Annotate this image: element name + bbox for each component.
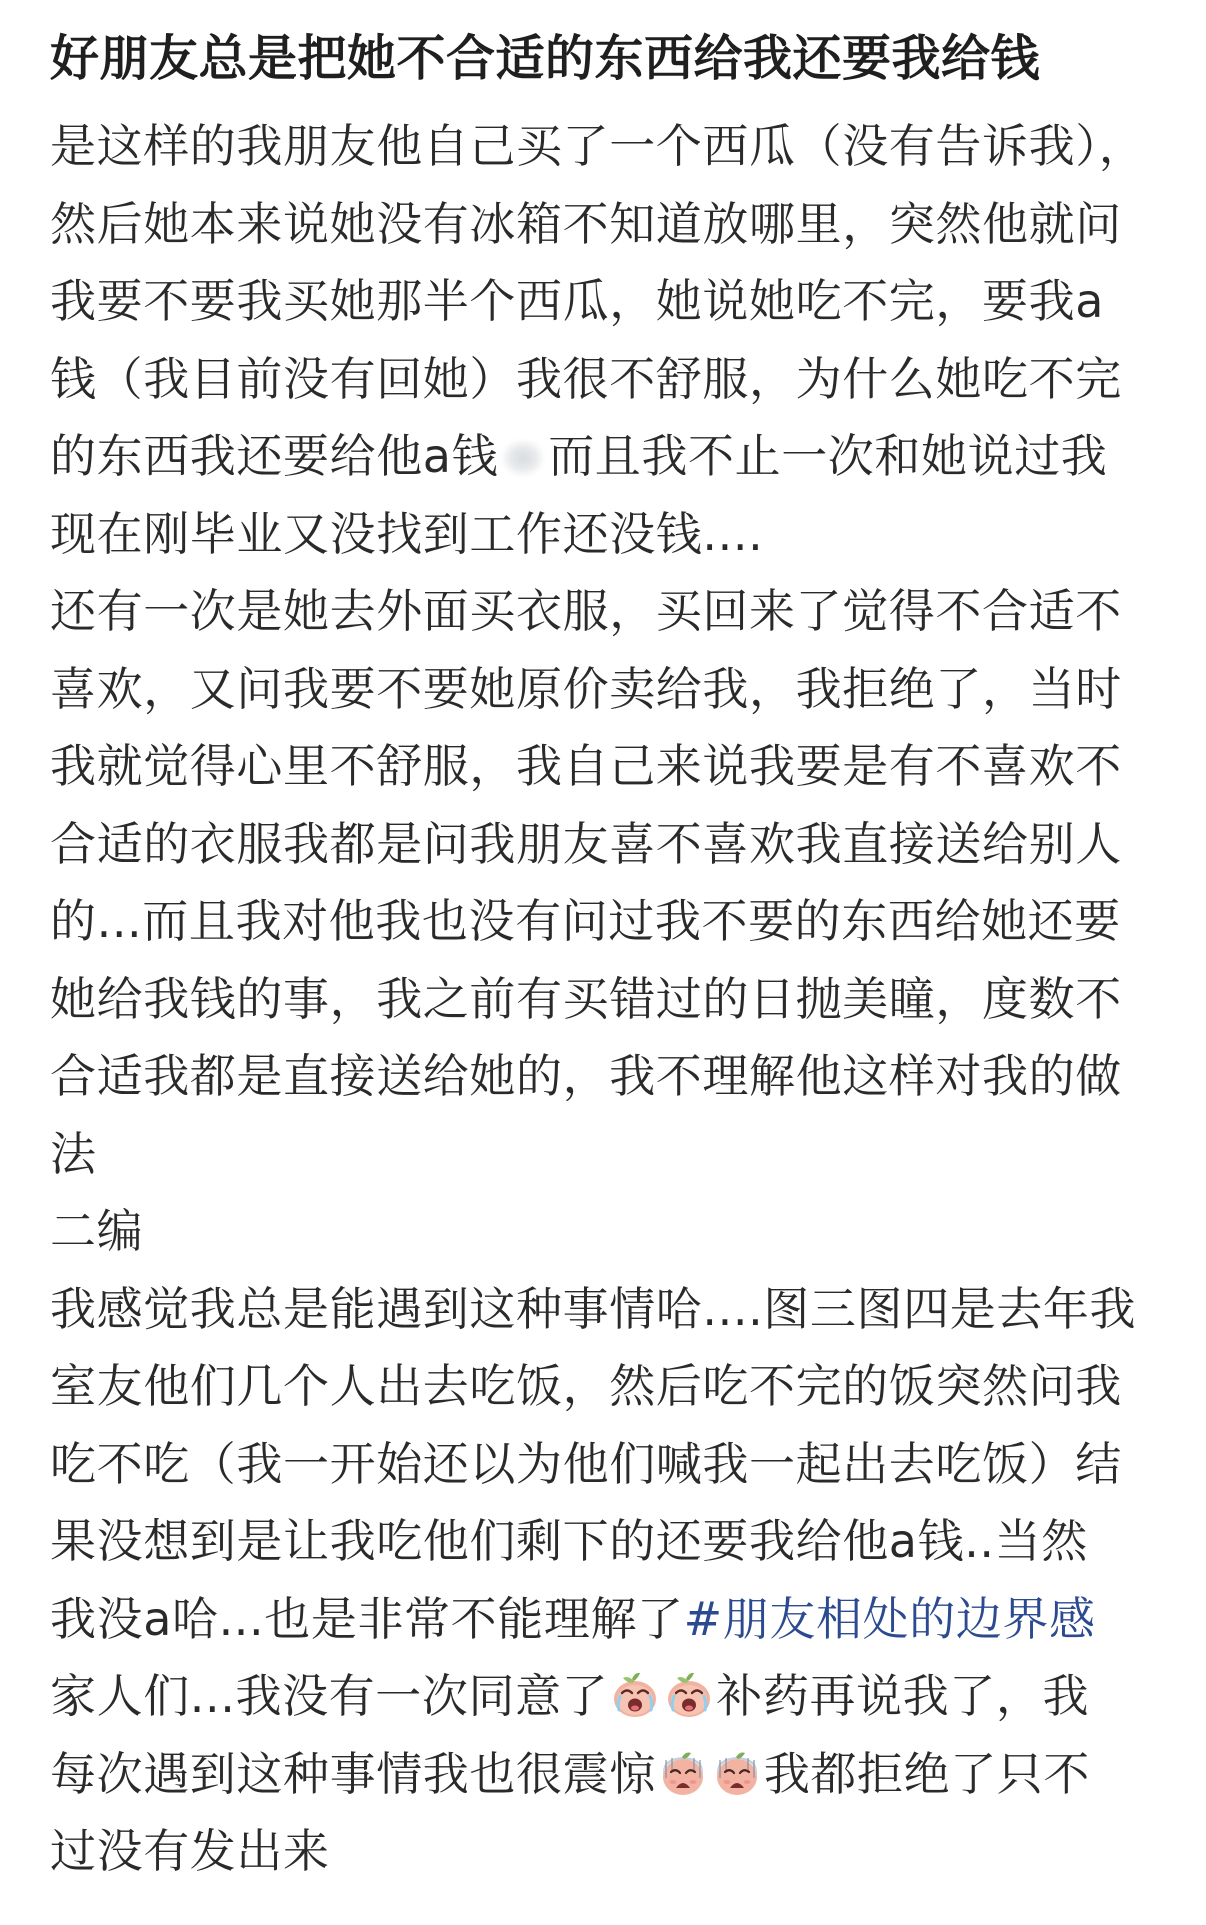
blurred-emoji-icon — [502, 440, 544, 476]
hashtag-link[interactable]: #朋友相处的边界感 — [683, 1591, 1096, 1646]
body-line: 我感觉我总是能遇到这种事情哈....图三图四是去年我 — [50, 1281, 1137, 1336]
body-line: 合适的衣服我都是问我朋友喜不喜欢我直接送给别人 — [50, 816, 1122, 871]
post-title: 好朋友总是把她不合适的东西给我还要我给钱 — [50, 30, 1041, 87]
shocked-peach-emoji-icon — [658, 1748, 708, 1798]
body-text: 补药再说我了，我 — [716, 1669, 1090, 1723]
body-line: 过没有发出来 — [50, 1824, 330, 1878]
body-line: 喜欢，又问我要不要她原价卖给我，我拒绝了，当时 — [50, 661, 1122, 716]
body-text: 的东西我还要给他a钱 — [50, 429, 499, 483]
body-line: 法 — [50, 1126, 97, 1181]
crying-peach-emoji-icon — [610, 1670, 660, 1720]
body-line: 还有一次是她去外面买衣服，买回来了觉得不合适不 — [50, 584, 1122, 638]
body-text: 我都拒绝了只不 — [763, 1746, 1091, 1801]
body-line-with-emoji — [50, 1736, 1160, 1814]
paragraph-roommates — [50, 1271, 1160, 1659]
body-line: 然后她本来说她没有冰箱不知道放哪里，突然他就问 — [50, 196, 1122, 251]
body-line: 是这样的我朋友他自己买了一个西瓜（没有告诉我）， — [50, 119, 1146, 173]
body-line: 我就觉得心里不舒服，我自己来说我要是有不喜欢不 — [50, 739, 1122, 793]
body-text: 而且我不止一次和她说过我 — [548, 429, 1108, 483]
body-line: 的...而且我对他我也没有问过我不要的东西给她还要 — [50, 894, 1121, 948]
paragraph-clothes — [50, 573, 1160, 1193]
body-line: 果没想到是让我吃他们剩下的还要我给他a钱..当然 — [50, 1514, 1088, 1568]
body-line: 现在刚毕业又没找到工作还没钱.... — [50, 506, 764, 561]
paragraph-watermelon — [50, 108, 1160, 573]
paragraph-family — [50, 1658, 1160, 1891]
edit-label-text: 二编 — [50, 1204, 144, 1258]
crying-peach-emoji-icon — [664, 1670, 714, 1720]
body-text: 家人们...我没有一次同意了 — [50, 1669, 609, 1723]
body-line: 合适我都是直接送给她的，我不理解他这样对我的做 — [50, 1049, 1122, 1103]
shocked-peach-emoji-icon — [712, 1748, 762, 1798]
edit-label — [50, 1193, 1160, 1271]
body-line: 钱（我目前没有回她）我很不舒服，为什么她吃不完 — [50, 351, 1122, 406]
body-line-with-hashtag — [50, 1581, 1160, 1659]
body-line: 室友他们几个人出去吃饭，然后吃不完的饭突然问我 — [50, 1359, 1122, 1413]
body-line: 吃不吃（我一开始还以为他们喊我一起出去吃饭）结 — [50, 1436, 1122, 1491]
post-body — [50, 108, 1160, 1891]
body-line-with-emoji — [50, 418, 1160, 496]
body-line: 我要不要我买她那半个西瓜，她说她吃不完，要我a — [50, 274, 1104, 328]
body-line: 她给我钱的事，我之前有买错过的日抛美瞳，度数不 — [50, 971, 1122, 1026]
body-text: 每次遇到这种事情我也很震惊 — [50, 1746, 656, 1801]
body-line-with-emoji — [50, 1658, 1160, 1736]
body-text: 我没a哈...也是非常不能理解了 — [50, 1591, 684, 1646]
